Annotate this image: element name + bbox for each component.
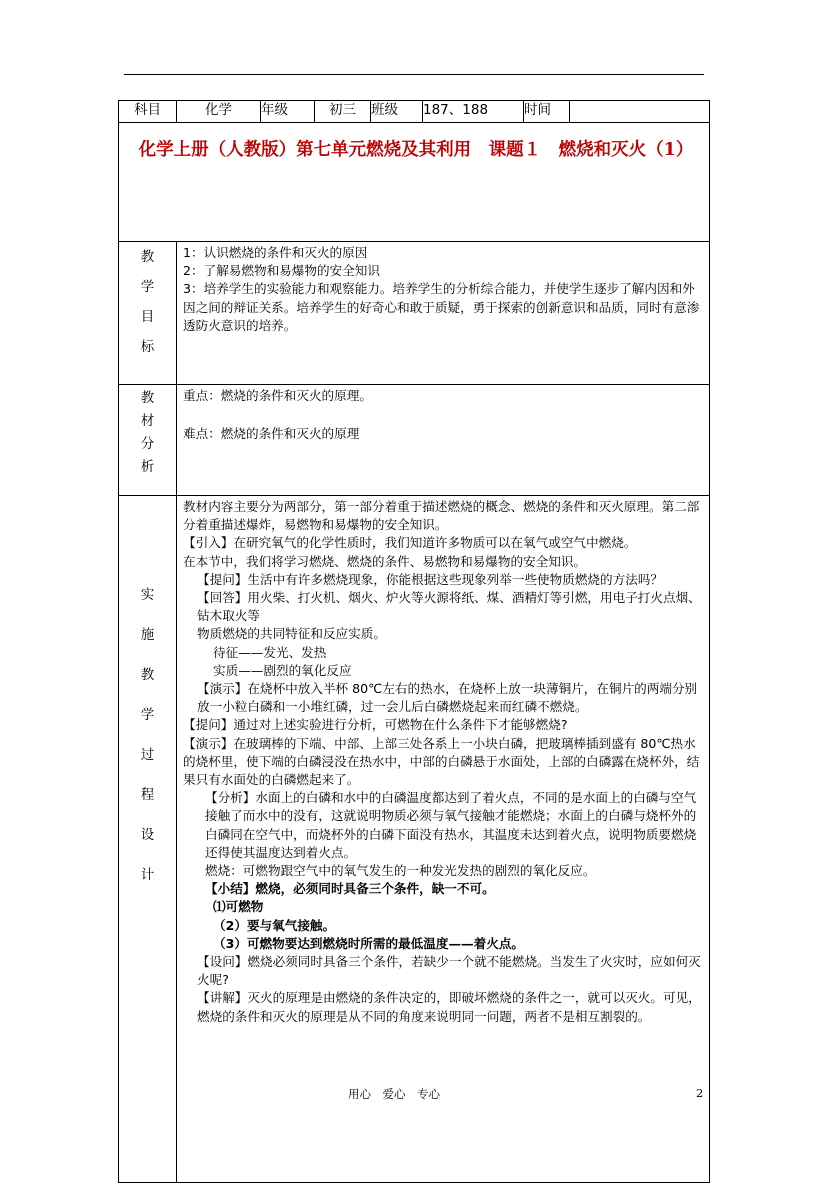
process-question-1: 【提问】生活中有许多燃烧现象，你能根据这些现象列举一些使物质燃烧的方法吗？ — [197, 571, 663, 587]
process-introduction: 【引入】在研究氧气的化学性质时，我们知道许多物质可以在氧气或空气中燃烧。 — [183, 535, 637, 551]
process-summary: 【小结】燃烧，必须同时具备三个条件，缺一不可。 — [205, 881, 495, 897]
process-intro: 教材内容主要分为两部分，第一部分着重于描述燃烧的概念、燃烧的条件和灭火原理。第二部分着重描述爆炸，易燃物和易爆物的安全知识。 — [183, 499, 700, 533]
objectives-label: 教 学 目 标 — [119, 242, 177, 385]
time-label: 时间 — [524, 101, 570, 123]
process-demo-2: 【演示】在玻璃棒的下端、中部、上部三处各系上一小块白磷，把玻璃棒插到盛有 80℃热水的烧杯里，使下端的白磷浸没在热水中，中部的白磷悬于水面处，上部的白磷露在烧杯外，结果只有水面处的白磷燃起来了。 — [183, 735, 700, 788]
grade-label: 年级 — [261, 101, 315, 123]
objective-3: 3：培养学生的实验能力和观察能力。培养学生的分析综合能力，并使学生逐步了解内因和外因之间的辩证关系。培养学生的好奇心和敢于质疑，勇于探索的创新意识和品质，同时有意渗透防火意识的培养。 — [183, 281, 700, 333]
analysis-content — [177, 385, 710, 496]
process-answer-1: 【回答】用火柴、打火机、烟火、炉火等火源将纸、煤、酒精灯等引燃，用电子打火点烟、钻木取火等 — [197, 590, 701, 624]
class-label: 班级 — [371, 101, 423, 123]
process-feature: 待征——发光、发热 — [213, 644, 327, 660]
process-label: 实 施 教 学 过 程 设 计 — [119, 496, 177, 1183]
process-condition-3: （3）可燃物要达到燃烧时所需的最低温度——着火点。 — [213, 935, 525, 951]
lesson-title: 化学上册（人教版）第七单元燃烧及其利用 课题１ 燃烧和灭火（1） — [119, 123, 710, 242]
objective-1: 1：认识燃烧的条件和灭火的原因 — [183, 245, 368, 260]
process-question-3: 【设问】燃烧必须同时具备三个条件，若缺少一个就不能燃烧。当发生了火灾时，应如何灭火呢? — [197, 954, 701, 988]
meta-row — [119, 101, 710, 123]
class-value: 187、188 — [423, 101, 524, 123]
process-common-features: 物质燃烧的共同特征和反应实质。 — [197, 626, 386, 642]
process-definition: 燃烧：可燃物跟空气中的氧气发生的一种发光发热的剧烈的氧化反应。 — [205, 863, 596, 879]
difficult-point: 难点：燃烧的条件和灭火的原理 — [183, 426, 360, 442]
process-explanation: 【讲解】灭火的原理是由燃烧的条件决定的，即破坏燃烧的条件之一，就可以灭火。可见，燃烧的条件和灭火的原理是从不同的角度来说明同一问题，两者不是相互割裂的。 — [197, 990, 701, 1024]
process-analysis: 【分析】水面上的白磷和水中的白磷温度都达到了着火点，不同的是水面上的白磷与空气接触了而水中的没有，这就说明物质必须与氧气接触才能燃烧；水面上的白磷与烧杯外的白磷同在空气中，而烧杯外的白磷下面没有热水，其温度未达到着火点，说明物质要燃烧还得使其温度达到着火点。 — [205, 790, 697, 860]
page-number: 2 — [696, 1086, 704, 1100]
process-content — [177, 496, 710, 1183]
lesson-plan-table — [118, 100, 710, 1183]
page-footer — [0, 1086, 827, 1106]
process-section-scope: 在本节中，我们将学习燃烧、燃烧的条件、易燃物和易爆物的安全知识。 — [183, 553, 586, 569]
objective-2: 2：了解易燃物和易爆物的安全知识 — [183, 263, 380, 279]
subject-value: 化学 — [177, 101, 261, 123]
process-essence: 实质——剧烈的氧化反应 — [213, 662, 352, 678]
process-demo-1: 【演示】在烧杯中放入半杯 80℃左右的热水，在烧杯上放一块薄铜片，在铜片的两端分别放一小粒白磷和一小堆红磷，过一会儿后白磷燃烧起来而红磷不燃烧。 — [197, 681, 698, 715]
time-value — [570, 101, 710, 123]
header-rule — [124, 74, 704, 75]
analysis-label: 教 材 分 析 — [119, 385, 177, 496]
process-condition-2: （2）要与氧气接触。 — [213, 917, 336, 933]
process-question-2: 【提问】通过对上述实验进行分析，可燃物在什么条件下才能够燃烧? — [183, 717, 568, 733]
key-point: 重点：燃烧的条件和灭火的原理。 — [183, 388, 372, 403]
subject-label: 科目 — [119, 101, 177, 123]
objectives-content — [177, 242, 710, 385]
process-condition-1: ⑴可燃物 — [213, 899, 264, 915]
footer-motto: 用心 爱心 专心 — [348, 1087, 440, 1101]
grade-value: 初三 — [315, 101, 371, 123]
